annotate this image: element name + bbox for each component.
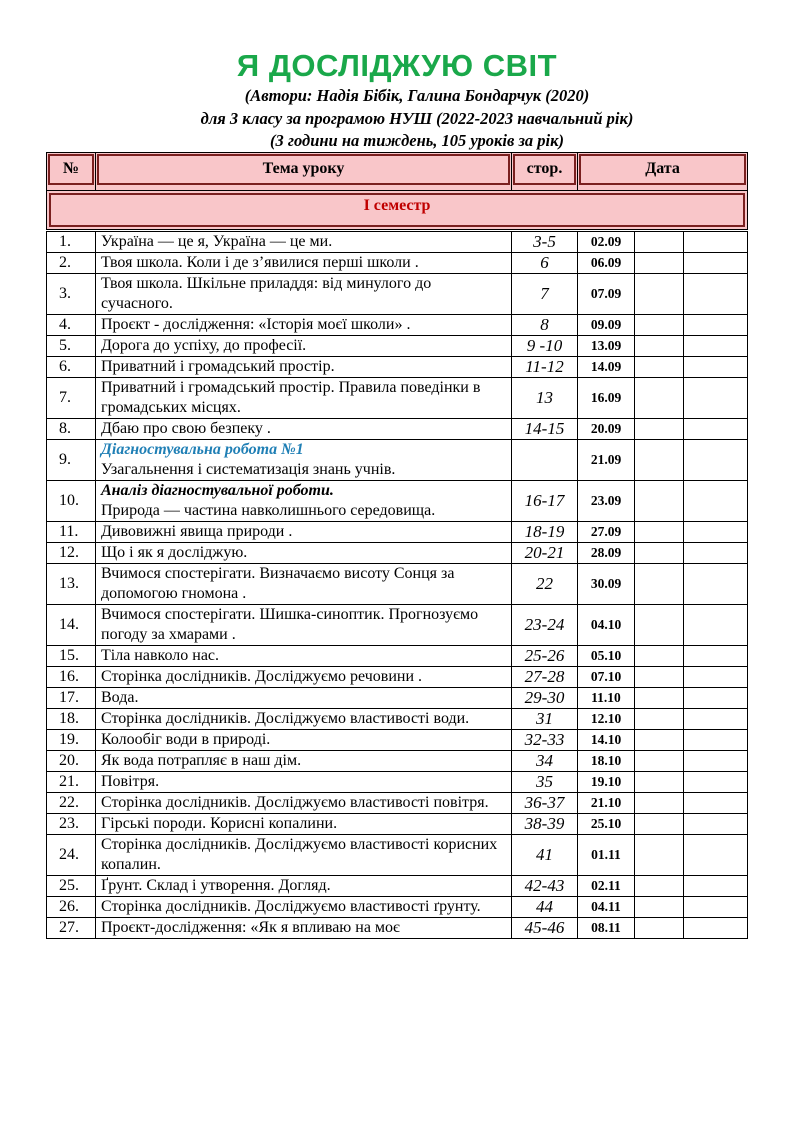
lesson-topic-text: Природа — частина навколишнього середовища. [101, 502, 436, 519]
lesson-topic [96, 253, 512, 274]
lesson-topic [96, 564, 512, 605]
lesson-date: 14.10 [578, 730, 635, 751]
lesson-topic [96, 730, 512, 751]
column-header-num: № [48, 154, 94, 185]
lesson-pages: 3-5 [512, 232, 578, 253]
lesson-topic [96, 274, 512, 315]
lesson-pages: 7 [512, 274, 578, 315]
empty-date-cell [684, 667, 748, 688]
empty-date-cell [684, 274, 748, 315]
lesson-date: 19.10 [578, 772, 635, 793]
empty-date-cell [684, 772, 748, 793]
empty-date-cell [635, 605, 684, 646]
lesson-topic-text: Проєкт-дослідження: «Як я впливаю на моє [101, 919, 400, 936]
empty-date-cell [684, 419, 748, 440]
empty-date-cell [684, 751, 748, 772]
empty-date-cell [635, 709, 684, 730]
empty-date-cell [635, 814, 684, 835]
lesson-topic-text: Сторінка дослідників. Досліджуємо речовини . [101, 668, 423, 685]
lesson-pages: 16-17 [512, 481, 578, 522]
lesson-topic-text: Дбаю про свою безпеку . [101, 420, 271, 437]
empty-date-cell [635, 232, 684, 253]
table-row [47, 253, 748, 274]
lesson-topic-text: Вчимося спостерігати. Шишка-синоптик. Прогнозуємо погоду за хмарами . [101, 606, 479, 643]
lesson-topic [96, 522, 512, 543]
lesson-pages: 45-46 [512, 918, 578, 939]
lesson-date: 07.10 [578, 667, 635, 688]
authors-line: (Автори: Надія Бібік, Галина Бондарчук (2020) [244, 86, 590, 105]
empty-date-cell [684, 440, 748, 481]
empty-date-cell [635, 751, 684, 772]
empty-date-cell [684, 232, 748, 253]
lesson-pages: 32-33 [512, 730, 578, 751]
page-title: Я ДОСЛІДЖУЮ СВІТ [236, 48, 558, 83]
lesson-pages: 11-12 [512, 357, 578, 378]
program-line: для 3 класу за програмою НУШ (2022-2023 навчальний рік) [200, 109, 634, 128]
lesson-number: 20. [47, 751, 96, 772]
lesson-topic [96, 481, 512, 522]
empty-date-cell [684, 876, 748, 897]
lesson-topic-text: Колообіг води в природі. [101, 731, 271, 748]
lesson-number: 17. [47, 688, 96, 709]
lesson-number: 24. [47, 835, 96, 876]
table-row [47, 688, 748, 709]
empty-date-cell [684, 835, 748, 876]
lesson-topic [96, 793, 512, 814]
lesson-topic-title: Діагностувальна робота №1 [101, 441, 304, 458]
lesson-topic-text: Вчимося спостерігати. Визначаємо висоту Сонця за допомогою гномона . [101, 565, 455, 602]
lesson-pages: 44 [512, 897, 578, 918]
lesson-date: 05.10 [578, 646, 635, 667]
lesson-pages: 6 [512, 253, 578, 274]
semester-label: І семестр [49, 193, 745, 227]
lesson-topic-text: Україна — це я, Україна — це ми. [101, 233, 333, 250]
lesson-number: 8. [47, 419, 96, 440]
lesson-date: 20.09 [578, 419, 635, 440]
lesson-number: 5. [47, 336, 96, 357]
empty-date-cell [635, 419, 684, 440]
lesson-topic [96, 667, 512, 688]
lesson-date: 06.09 [578, 253, 635, 274]
lesson-topic [96, 814, 512, 835]
lesson-number: 13. [47, 564, 96, 605]
hours-line: (3 години на тиждень, 105 уроків за рік) [270, 131, 564, 150]
lesson-pages: 38-39 [512, 814, 578, 835]
lesson-topic-text: Дорога до успіху, до професії. [101, 337, 307, 354]
empty-date-cell [684, 336, 748, 357]
lesson-number: 10. [47, 481, 96, 522]
lesson-date: 12.10 [578, 709, 635, 730]
lesson-pages: 41 [512, 835, 578, 876]
empty-date-cell [684, 315, 748, 336]
lesson-topic-text: Як вода потрапляє в наш дім. [101, 752, 302, 769]
lesson-pages: 8 [512, 315, 578, 336]
table-row [47, 667, 748, 688]
table-row [47, 918, 748, 939]
lesson-date: 01.11 [578, 835, 635, 876]
lesson-date: 02.11 [578, 876, 635, 897]
lesson-topic [96, 688, 512, 709]
lesson-date: 09.09 [578, 315, 635, 336]
lesson-topic [96, 315, 512, 336]
empty-date-cell [635, 564, 684, 605]
empty-date-cell [635, 793, 684, 814]
lesson-number: 18. [47, 709, 96, 730]
empty-date-cell [635, 772, 684, 793]
table-row [47, 315, 748, 336]
lesson-topic-text: Сторінка дослідників. Досліджуємо властивості води. [101, 710, 470, 727]
table-row [47, 793, 748, 814]
table-row [47, 481, 748, 522]
lesson-pages: 35 [512, 772, 578, 793]
lesson-number: 6. [47, 357, 96, 378]
empty-date-cell [635, 897, 684, 918]
lesson-number: 4. [47, 315, 96, 336]
lesson-date: 02.09 [578, 232, 635, 253]
empty-date-cell [684, 814, 748, 835]
table-row [47, 605, 748, 646]
lesson-topic [96, 709, 512, 730]
empty-date-cell [635, 481, 684, 522]
empty-date-cell [684, 564, 748, 605]
lesson-number: 27. [47, 918, 96, 939]
empty-date-cell [635, 522, 684, 543]
lesson-topic-text: Твоя школа. Шкільне приладдя: від минулого до сучасного. [101, 275, 432, 312]
lesson-topic [96, 336, 512, 357]
lesson-pages: 27-28 [512, 667, 578, 688]
lesson-topic-text: Тіла навколо нас. [101, 647, 220, 664]
empty-date-cell [684, 730, 748, 751]
lesson-date: 18.10 [578, 751, 635, 772]
lesson-pages: 18-19 [512, 522, 578, 543]
table-row [47, 232, 748, 253]
lesson-number: 16. [47, 667, 96, 688]
table-row [47, 419, 748, 440]
lesson-date: 08.11 [578, 918, 635, 939]
lesson-date: 13.09 [578, 336, 635, 357]
lesson-pages: 20-21 [512, 543, 578, 564]
lesson-date: 23.09 [578, 481, 635, 522]
lesson-number: 19. [47, 730, 96, 751]
lesson-pages: 9 -10 [512, 336, 578, 357]
table-row [47, 274, 748, 315]
empty-date-cell [684, 253, 748, 274]
lesson-pages: 13 [512, 378, 578, 419]
lesson-number: 26. [47, 897, 96, 918]
empty-date-cell [684, 897, 748, 918]
empty-date-cell [635, 835, 684, 876]
lesson-topic-text: Ґрунт. Склад і утворення. Догляд. [101, 877, 331, 894]
lesson-number: 11. [47, 522, 96, 543]
lesson-date: 27.09 [578, 522, 635, 543]
table-row [47, 709, 748, 730]
empty-date-cell [635, 274, 684, 315]
lesson-date: 07.09 [578, 274, 635, 315]
table-row [47, 336, 748, 357]
table-row [47, 730, 748, 751]
empty-date-cell [684, 357, 748, 378]
empty-date-cell [684, 605, 748, 646]
lesson-pages [512, 440, 578, 481]
empty-date-cell [684, 688, 748, 709]
lesson-topic [96, 357, 512, 378]
lesson-number: 9. [47, 440, 96, 481]
lesson-number: 23. [47, 814, 96, 835]
empty-date-cell [684, 481, 748, 522]
empty-date-cell [684, 646, 748, 667]
lesson-date: 21.10 [578, 793, 635, 814]
lesson-number: 22. [47, 793, 96, 814]
empty-date-cell [635, 253, 684, 274]
header-row [47, 153, 748, 191]
lesson-topic [96, 440, 512, 481]
empty-date-cell [635, 688, 684, 709]
table-row [47, 543, 748, 564]
lesson-number: 2. [47, 253, 96, 274]
lesson-topic-text: Твоя школа. Коли і де з’явилися перші школи . [101, 254, 419, 271]
lesson-topic-text: Проєкт - дослідження: «Історія моєї школи» . [101, 316, 411, 333]
semester-row [47, 191, 748, 230]
lesson-topic-text: Сторінка дослідників. Досліджуємо властивості корисних копалин. [101, 836, 498, 873]
empty-date-cell [635, 543, 684, 564]
empty-date-cell [684, 378, 748, 419]
table-row [47, 772, 748, 793]
lesson-number: 15. [47, 646, 96, 667]
lesson-topic [96, 543, 512, 564]
lesson-topic-text: Приватний і громадський простір. [101, 358, 335, 375]
empty-date-cell [635, 646, 684, 667]
lesson-topic-text: Приватний і громадський простір. Правила поведінки в громадських місцях. [101, 379, 481, 416]
lesson-topic [96, 232, 512, 253]
empty-date-cell [635, 357, 684, 378]
lesson-topic [96, 835, 512, 876]
lesson-pages: 29-30 [512, 688, 578, 709]
lesson-topic [96, 876, 512, 897]
lesson-number: 1. [47, 232, 96, 253]
lesson-topic [96, 772, 512, 793]
lesson-topic-text: Дивовижні явища природи . [101, 523, 293, 540]
lesson-topic-title: Аналіз діагностувальної роботи. [101, 482, 334, 499]
empty-date-cell [684, 543, 748, 564]
lesson-number: 7. [47, 378, 96, 419]
lesson-topic [96, 378, 512, 419]
lesson-pages: 22 [512, 564, 578, 605]
table-row [47, 897, 748, 918]
lesson-date: 04.10 [578, 605, 635, 646]
lesson-number: 12. [47, 543, 96, 564]
table-row [47, 876, 748, 897]
lesson-topic-text: Сторінка дослідників. Досліджуємо властивості повітря. [101, 794, 489, 811]
column-header-page: стор. [513, 154, 576, 185]
empty-date-cell [684, 522, 748, 543]
lesson-date: 21.09 [578, 440, 635, 481]
table-row [47, 564, 748, 605]
lesson-number: 14. [47, 605, 96, 646]
lesson-topic-text: Що і як я досліджую. [101, 544, 248, 561]
empty-date-cell [635, 336, 684, 357]
lesson-number: 25. [47, 876, 96, 897]
empty-date-cell [635, 378, 684, 419]
lesson-pages: 36-37 [512, 793, 578, 814]
lesson-topic-text: Узагальнення і систематизація знань учнів. [101, 461, 396, 478]
lesson-number: 21. [47, 772, 96, 793]
lesson-topic [96, 751, 512, 772]
lesson-topic [96, 646, 512, 667]
empty-date-cell [684, 918, 748, 939]
table-row [47, 814, 748, 835]
lesson-plan-table-wrap [46, 152, 747, 939]
table-row [47, 835, 748, 876]
empty-date-cell [635, 918, 684, 939]
lesson-pages: 42-43 [512, 876, 578, 897]
table-row [47, 440, 748, 481]
lesson-date: 25.10 [578, 814, 635, 835]
table-row [47, 357, 748, 378]
lesson-topic [96, 897, 512, 918]
table-row [47, 378, 748, 419]
empty-date-cell [635, 876, 684, 897]
column-header-date: Дата [579, 154, 746, 185]
lesson-pages: 23-24 [512, 605, 578, 646]
table-row [47, 751, 748, 772]
empty-date-cell [684, 793, 748, 814]
empty-date-cell [684, 709, 748, 730]
empty-date-cell [635, 440, 684, 481]
lesson-pages: 34 [512, 751, 578, 772]
lesson-date: 14.09 [578, 357, 635, 378]
lesson-topic [96, 605, 512, 646]
lesson-topic [96, 419, 512, 440]
empty-date-cell [635, 667, 684, 688]
table-row [47, 646, 748, 667]
lesson-date: 30.09 [578, 564, 635, 605]
lesson-topic-text: Сторінка дослідників. Досліджуємо властивості ґрунту. [101, 898, 481, 915]
lesson-pages: 14-15 [512, 419, 578, 440]
lesson-date: 04.11 [578, 897, 635, 918]
lesson-topic-text: Гірські породи. Корисні копалини. [101, 815, 338, 832]
lesson-plan-table [46, 152, 748, 939]
lesson-number: 3. [47, 274, 96, 315]
column-header-topic: Тема уроку [97, 154, 510, 185]
lesson-pages: 31 [512, 709, 578, 730]
lesson-date: 28.09 [578, 543, 635, 564]
empty-date-cell [635, 315, 684, 336]
lesson-topic [96, 918, 512, 939]
empty-date-cell [635, 730, 684, 751]
lesson-pages: 25-26 [512, 646, 578, 667]
lesson-topic-text: Повітря. [101, 773, 160, 790]
lesson-date: 11.10 [578, 688, 635, 709]
table-row [47, 522, 748, 543]
lesson-topic-text: Вода. [101, 689, 139, 706]
lesson-date: 16.09 [578, 378, 635, 419]
